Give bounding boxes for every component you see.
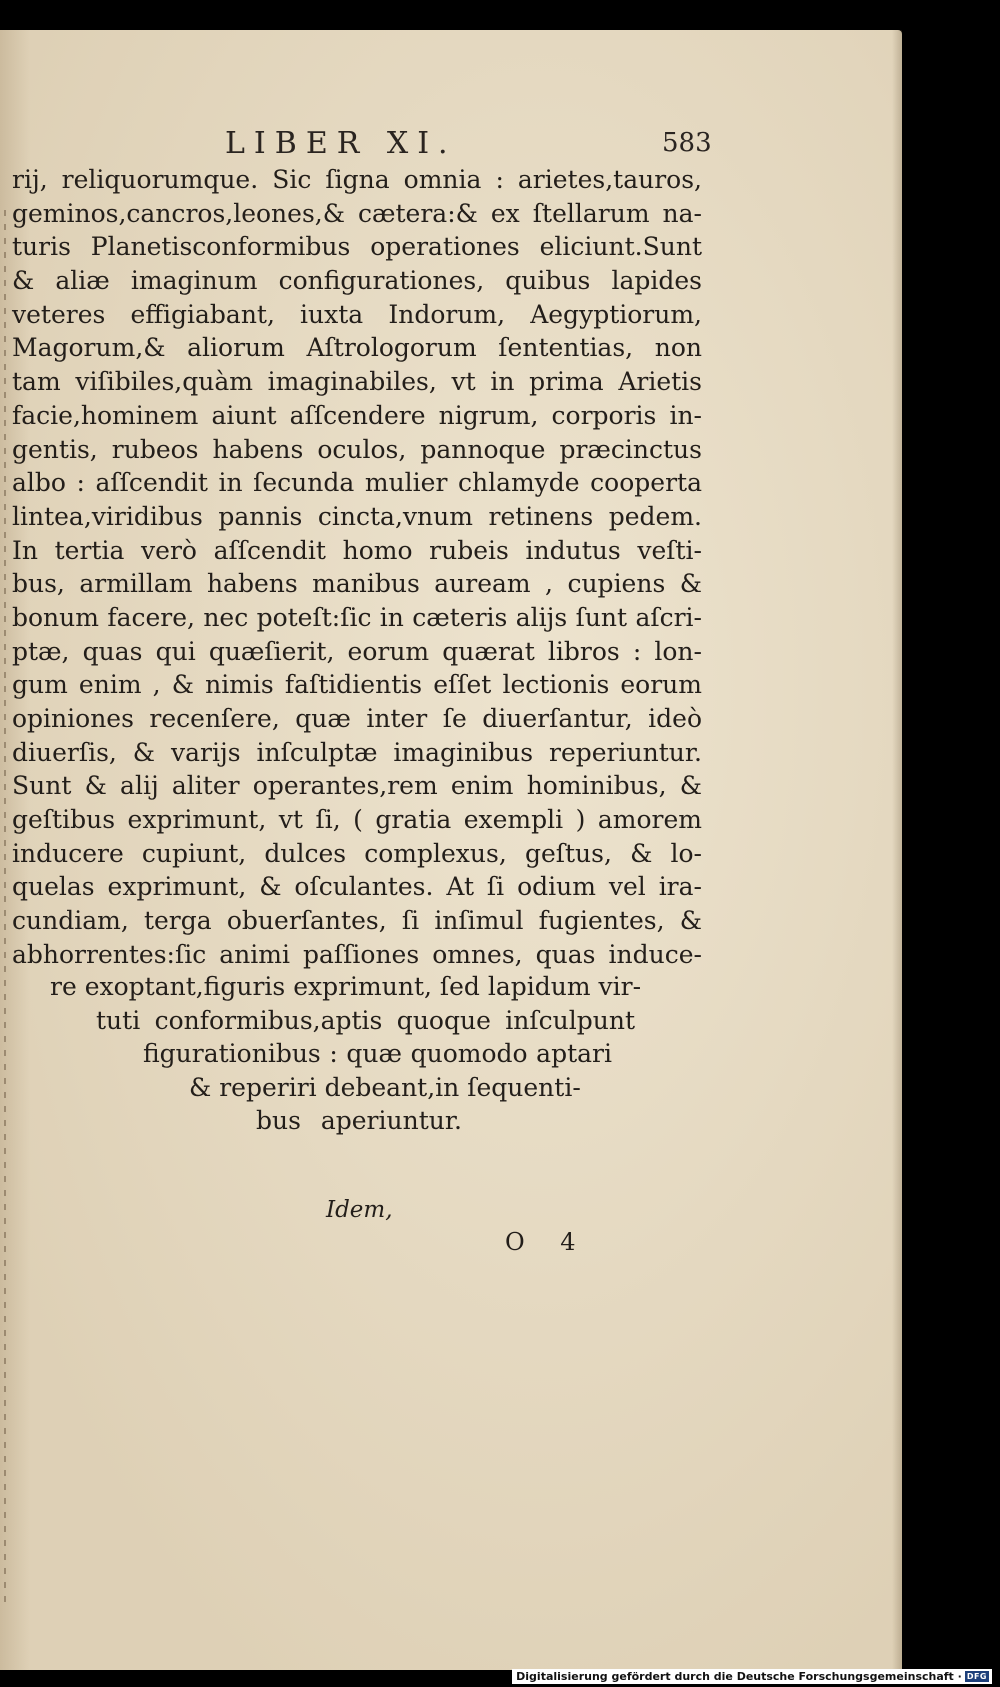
- catchword: Idem,: [326, 1197, 393, 1223]
- digitization-credit: [512, 1669, 992, 1684]
- dfg-logo: DFG: [966, 1672, 987, 1681]
- text-line: bonum facere, nec poteſt:ſic in cæteris alijs ſunt aſcri-: [12, 602, 702, 632]
- tail-line: bus aperiuntur.: [256, 1106, 462, 1135]
- text-line: turis Planetisconformibus operationes eliciunt.Sunt: [12, 232, 702, 262]
- book-page: [0, 30, 902, 1670]
- text-line: geminos,cancros,leones,& cætera:& ex ſtellarum na-: [12, 198, 702, 228]
- text-line: abhorrentes:ſic animi paſſiones omnes, quas induce-: [12, 939, 702, 969]
- text-line: gentis, rubeos habens oculos, pannoque præcinctus: [12, 434, 702, 464]
- tail-line: & reperiri debeant,in ſequenti-: [189, 1073, 581, 1102]
- text-line: ptæ, quas qui quæſierit, eorum quærat libros : lon-: [12, 636, 702, 666]
- running-title: LIBER XI.: [225, 126, 457, 161]
- text-line: & aliæ imaginum configurationes, quibus lapides: [12, 266, 702, 296]
- running-head: [0, 126, 902, 166]
- text-line: bus, armillam habens manibus auream , cupiens &: [12, 569, 702, 599]
- text-line: facie,hominem aiunt aſſcendere nigrum, corporis in-: [12, 400, 702, 430]
- text-line: In tertia verò aſſcendit homo rubeis indutus veſti-: [12, 535, 702, 565]
- tail-line: figurationibus : quæ quomodo aptari: [143, 1039, 612, 1068]
- text-line: opiniones recenſere, quæ inter ſe diuerſantur, ideò: [12, 704, 702, 733]
- text-line: diuerſis, & varijs inſculptæ imaginibus reperiuntur.: [12, 737, 702, 767]
- tail-line: tuti conformibus,aptis quoque inſculpunt: [96, 1006, 635, 1035]
- text-line: albo : aſſcendit in ſecunda mulier chlamyde cooperta: [12, 468, 702, 498]
- binding-edge: [4, 210, 6, 1610]
- signature-mark: O 4: [505, 1228, 590, 1256]
- text-line: rij, reliquorumque. Sic ſigna omnia : arietes,tauros,: [12, 165, 702, 194]
- text-line: inducere cupiunt, dulces complexus, geſtus, & lo-: [12, 838, 702, 868]
- text-line: lintea,viridibus pannis cincta,vnum retinens pedem.: [12, 501, 702, 531]
- text-line: cundiam, terga obuerſantes, ſi inſimul fugientes, &: [12, 906, 702, 936]
- text-line: geſtibus exprimunt, vt ſi, ( gratia exempli ) amorem: [12, 805, 702, 835]
- text-line: Magorum,& aliorum Aſtrologorum ſententias, non: [12, 333, 702, 363]
- tail-line: re exoptant,figuris exprimunt, ſed lapidum vir-: [50, 972, 642, 1001]
- text-line: veteres effigiabant, iuxta Indorum, Aegyptiorum,: [12, 299, 702, 329]
- text-line: gum enim , & nimis faſtidientis eſſet lectionis eorum: [12, 670, 702, 700]
- text-line: Sunt & alij aliter operantes,rem enim hominibus, &: [12, 771, 702, 801]
- page-number: 583: [662, 128, 712, 158]
- text-line: quelas exprimunt, & oſculantes. At ſi odium vel ira-: [12, 872, 702, 902]
- credit-text: Digitalisierung gefördert durch die Deutsche Forschungsgemeinschaft ·: [516, 1670, 962, 1683]
- text-line: tam viſibiles,quàm imaginabiles, vt in prima Arietis: [12, 367, 702, 397]
- body-text: [12, 163, 702, 972]
